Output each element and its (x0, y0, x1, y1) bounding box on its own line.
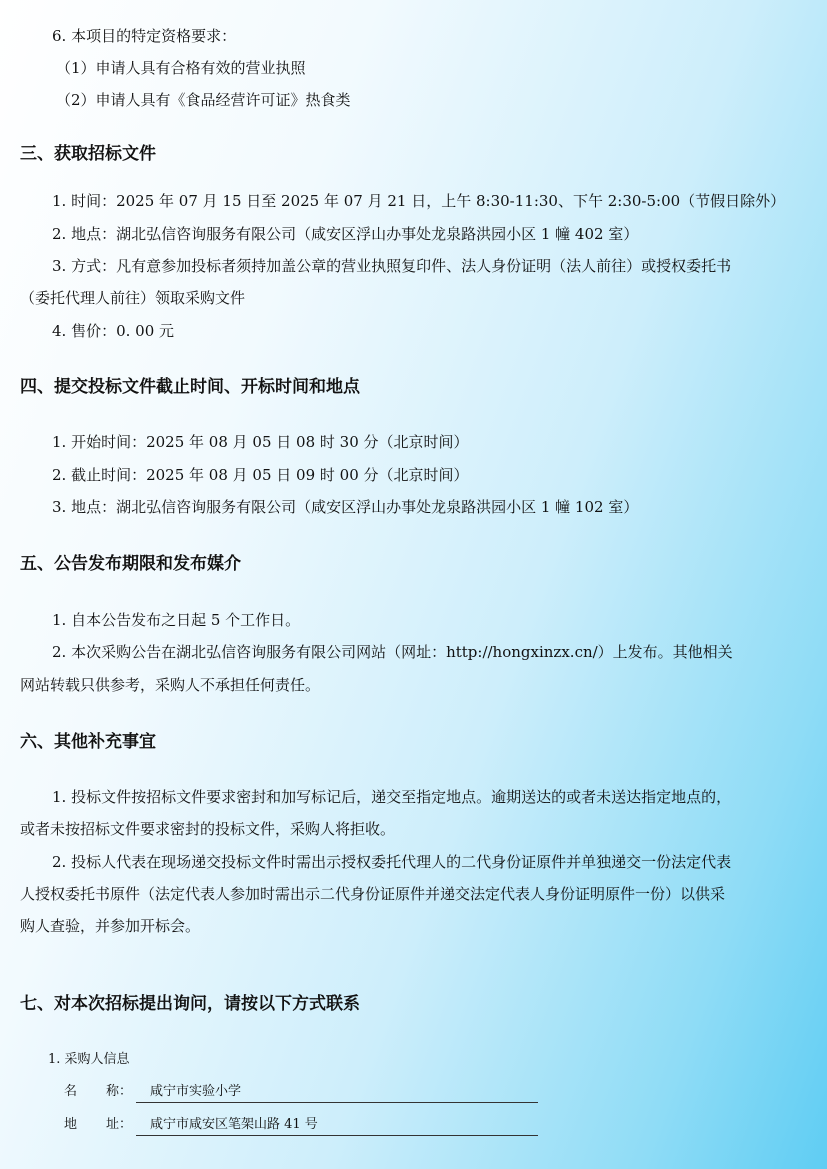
section-3-item-1: 1. 时间：2025 年 07 月 15 日至 2025 年 07 月 21 日，上午 8:30-11:30、下午 2:30-5:00（节假日除外） (52, 192, 786, 210)
section-4-item-1: 1. 开始时间：2025 年 08 月 05 日 08 时 30 分（北京时间） (52, 433, 469, 451)
section-6-item-2-line-2: 人授权委托书原件（法定代表人参加时需出示二代身份证原件并递交法定代表人身份证明原件一份）以供采 (20, 885, 726, 903)
section-5-item-1: 1. 自本公告发布之日起 5 个工作日。 (52, 611, 301, 629)
section-6-item-2-line-1: 2. 投标人代表在现场递交投标文件时需出示授权委托代理人的二代身份证原件并单独递交一份法定代表 (52, 853, 732, 871)
section-3-item-3-line-2: （委托代理人前往）领取采购文件 (20, 289, 246, 307)
section-6-item-1-line-2: 或者未按招标文件要求密封的投标文件，采购人将拒收。 (20, 820, 396, 838)
section-6-item-1-line-1: 1. 投标文件按招标文件要求密封和加写标记后，递交至指定地点。逾期送达的或者未送达指定地点的， (52, 788, 732, 806)
section-6-item-2-line-3: 购人查验，并参加开标会。 (20, 917, 201, 935)
buyer-name-label-part-1: 名 (64, 1084, 78, 1099)
section-3-item-4: 4. 售价：0. 00 元 (52, 322, 175, 340)
section-4-heading: 四、提交投标文件截止时间、开标时间和地点 (20, 377, 360, 397)
section-3-heading: 三、获取招标文件 (20, 144, 156, 164)
section-5-heading: 五、公告发布期限和发布媒介 (20, 554, 241, 574)
section-4-item-3: 3. 地点：湖北弘信咨询服务有限公司（咸安区浮山办事处龙泉路洪园小区 1 幢 102 室） (52, 498, 639, 516)
qualification-sub-1: （1）申请人具有合格有效的营业执照 (56, 59, 306, 77)
section-3-item-2: 2. 地点：湖北弘信咨询服务有限公司（咸安区浮山办事处龙泉路洪园小区 1 幢 402 室） (52, 225, 639, 243)
section-6-heading: 六、其他补充事宜 (20, 732, 156, 752)
section-3-item-3-line-1: 3. 方式：凡有意参加投标者须持加盖公章的营业执照复印件、法人身份证明（法人前往）或授权委托书 (52, 257, 732, 275)
section-5-item-2-line-2: 网站转载只供参考，采购人不承担任何责任。 (20, 676, 321, 694)
section-4-item-2: 2. 截止时间：2025 年 08 月 05 日 09 时 00 分（北京时间） (52, 466, 469, 484)
buyer-name-label-part-2: 称： (106, 1084, 133, 1099)
buyer-address-label-part-2: 址： (106, 1117, 133, 1132)
section-7-heading: 七、对本次招标提出询问，请按以下方式联系 (20, 994, 360, 1014)
section-5-item-2-line-1: 2. 本次采购公告在湖北弘信咨询服务有限公司网站（网址：http://hongxinzx.cn/）上发布。其他相关 (52, 643, 733, 661)
buyer-address-value: 咸宁市咸安区笔架山路 41 号 (136, 1115, 538, 1136)
buyer-name-value: 咸宁市实验小学 (136, 1082, 538, 1103)
buyer-address-label-part-1: 地 (64, 1117, 78, 1132)
qualification-sub-2: （2）申请人具有《食品经营许可证》热食类 (56, 91, 351, 109)
buyer-info-title: 1. 采购人信息 (48, 1052, 130, 1067)
qualification-item-6: 6. 本项目的特定资格要求： (52, 27, 237, 45)
